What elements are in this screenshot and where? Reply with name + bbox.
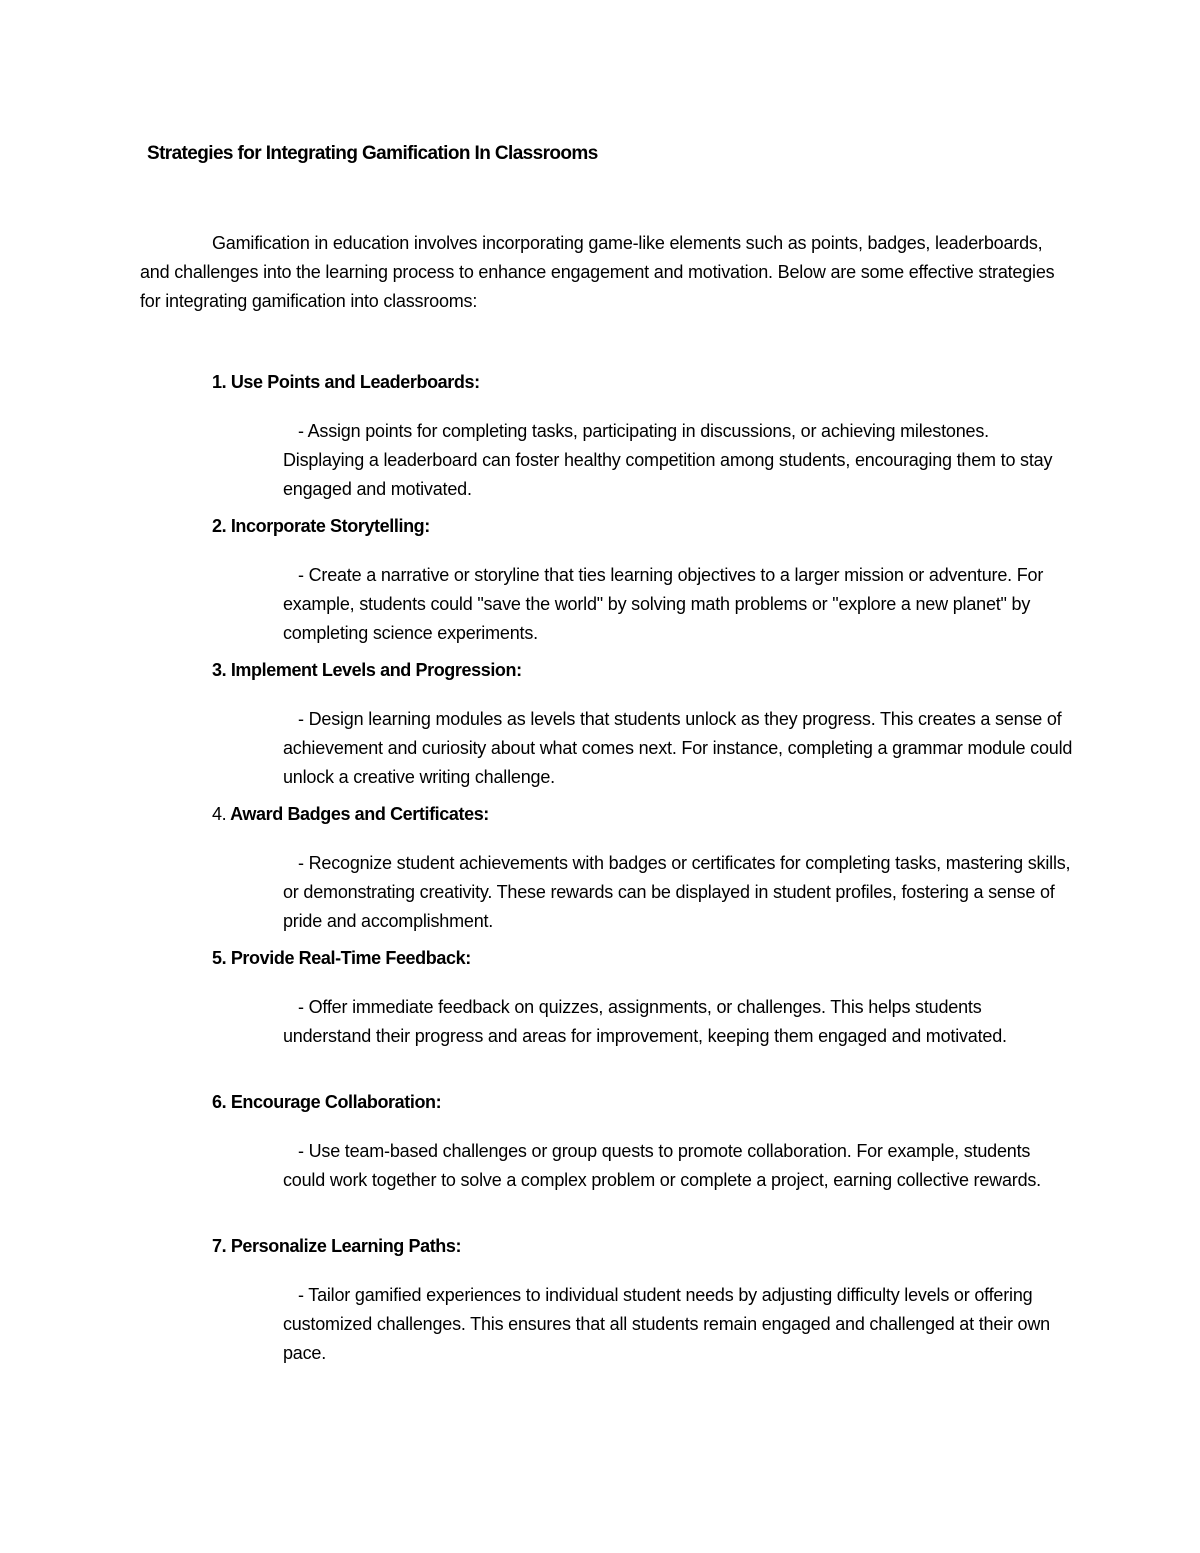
strategy-item-5 (0, 948, 1200, 1092)
strategy-item-4 (0, 804, 1200, 948)
strategy-heading (212, 804, 489, 825)
strategy-item-1 (0, 372, 1200, 516)
strategy-description: - Offer immediate feedback on quizzes, assignments, or challenges. This helps students understand their progress and areas for improvement, keeping them engaged and motivated. (283, 997, 1007, 1046)
strategy-list (0, 372, 1200, 1380)
strategy-heading (212, 1236, 461, 1257)
strategy-number: 2. (212, 516, 227, 536)
strategy-heading (212, 948, 471, 969)
strategy-item-6 (0, 1092, 1200, 1236)
strategy-description: - Tailor gamified experiences to individual student needs by adjusting difficulty levels or offering customized challenges. This ensures that all students remain engaged and challenged at their own pace. (283, 1285, 1050, 1363)
strategy-description: - Assign points for completing tasks, participating in discussions, or achieving milestones. Displaying a leaderboard can foster healthy competition among students, encouraging them to stay engaged and motivated. (283, 421, 1053, 499)
strategy-heading-text: Implement Levels and Progression: (230, 660, 522, 680)
strategy-number: 5. (212, 948, 227, 968)
strategy-heading-text: Award Badges and Certificates: (230, 804, 489, 824)
strategy-heading (212, 1092, 441, 1113)
strategy-number: 6. (212, 1092, 227, 1112)
strategy-heading-text: Personalize Learning Paths: (230, 1236, 462, 1256)
strategy-description: - Recognize student achievements with badges or certificates for completing tasks, mastering skills, or demonstrating creativity. These rewards can be displayed in student profiles, fostering a sense of pride and accomplishment. (283, 853, 1071, 931)
strategy-description: - Create a narrative or storyline that ties learning objectives to a larger mission or adventure. For example, students could "save the world" by solving math problems or "explore a new planet" by completing science experiments. (283, 565, 1044, 643)
strategy-heading (212, 372, 480, 393)
strategy-item-7 (0, 1236, 1200, 1380)
strategy-heading (212, 660, 522, 681)
intro-paragraph: Gamification in education involves incorporating game-like elements such as points, badges, leaderboards, and challenges into the learning process to enhance engagement and motivation. Below are some effective strategies for integrating gamification into classrooms: (140, 233, 1055, 311)
strategy-heading (212, 516, 430, 537)
strategy-number: 3. (212, 660, 227, 680)
strategy-item-3 (0, 660, 1200, 804)
strategy-number: 7. (212, 1236, 227, 1256)
strategy-number: 4. (212, 804, 227, 824)
strategy-heading-text: Incorporate Storytelling: (230, 516, 430, 536)
strategy-description: - Design learning modules as levels that students unlock as they progress. This creates a sense of achievement and curiosity about what comes next. For instance, completing a grammar module could unlock a creative writing challenge. (283, 709, 1073, 787)
strategy-heading-text: Provide Real-Time Feedback: (230, 948, 471, 968)
strategy-heading-text: Encourage Collaboration: (230, 1092, 442, 1112)
strategy-number: 1. (212, 372, 227, 392)
strategy-description: - Use team-based challenges or group quests to promote collaboration. For example, students could work together to solve a complex problem or complete a project, earning collective rewards. (283, 1141, 1041, 1190)
strategy-heading-text: Use Points and Leaderboards: (230, 372, 480, 392)
document-title: Strategies for Integrating Gamification In Classrooms (147, 143, 598, 164)
strategy-item-2 (0, 516, 1200, 660)
